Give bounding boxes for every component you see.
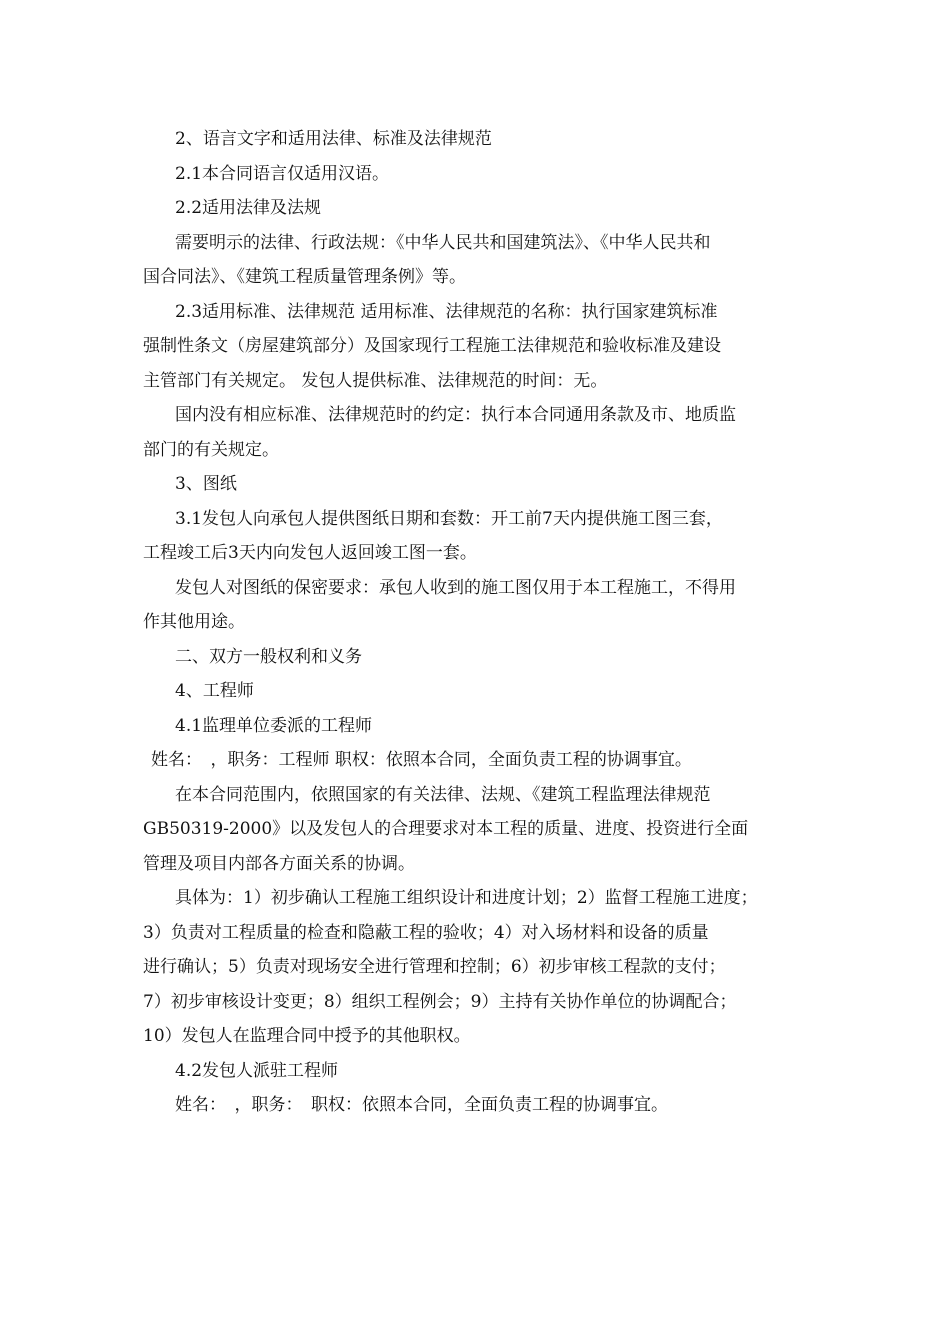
text-line: 工程竣工后3天内向发包人返回竣工图一套。	[143, 543, 477, 563]
text-line: 管理及项目内部各方面关系的协调。	[143, 853, 415, 874]
text-line: 进行确认；5）负责对现场安全进行管理和控制；6）初步审核工程款的支付；	[143, 957, 726, 977]
text-line: 7）初步审核设计变更；8）组织工程例会；9）主持有关协作单位的协调配合；	[143, 991, 737, 1012]
text-line: 3、图纸	[175, 474, 237, 494]
text-line: 4.2发包人派驻工程师	[175, 1060, 339, 1081]
text-line: 2、语言文字和适用法律、标准及法律规范	[175, 129, 492, 149]
text-line: 10）发包人在监理合同中授予的其他职权。	[143, 1026, 471, 1046]
text-line: 姓名： ，职务： 职权：依照本合同，全面负责工程的协调事宜。	[175, 1095, 668, 1115]
text-line: 3.1发包人向承包人提供图纸日期和套数：开工前7天内提供施工图三套，	[175, 508, 723, 529]
text-line: 4、工程师	[175, 681, 254, 701]
text-line: 主管部门有关规定。 发包人提供标准、法律规范的时间：无。	[143, 370, 608, 391]
text-line: 二、双方一般权利和义务	[175, 646, 362, 667]
text-line: GB50319-2000》以及发包人的合理要求对本工程的质量、进度、投资进行全面	[143, 819, 749, 839]
text-line: 作其他用途。	[143, 612, 245, 632]
text-line: 具体为：1）初步确认工程施工组织设计和进度计划；2）监督工程施工进度；	[175, 888, 758, 908]
text-line: 国内没有相应标准、法律规范时的约定：执行本合同通用条款及市、地质监	[175, 405, 736, 425]
text-line: 姓名： ，职务：工程师 职权：依照本合同，全面负责工程的协调事宜。	[151, 750, 692, 770]
text-line: 4.1监理单位委派的工程师	[175, 715, 373, 736]
text-line: 部门的有关规定。	[143, 439, 279, 460]
text-line: 发包人对图纸的保密要求：承包人收到的施工图仅用于本工程施工，不得用	[175, 577, 736, 598]
text-line: 在本合同范围内，依照国家的有关法律、法规、《建筑工程监理法律规范	[175, 784, 711, 805]
text-line: 2.1本合同语言仅适用汉语。	[175, 163, 390, 184]
text-line: 需要明示的法律、行政法规：《中华人民共和国建筑法》、《中华人民共和	[175, 232, 711, 253]
text-line: 强制性条文（房屋建筑部分）及国家现行工程施工法律规范和验收标准及建设	[143, 336, 721, 356]
text-line: 2.3适用标准、法律规范 适用标准、法律规范的名称：执行国家建筑标准	[175, 301, 718, 322]
text-line: 国合同法》、《建筑工程质量管理条例》等。	[143, 267, 466, 287]
text-line: 2.2适用法律及法规	[175, 198, 322, 218]
text-line: 3）负责对工程质量的检查和隐蔽工程的验收；4）对入场材料和设备的质量	[143, 922, 709, 943]
document-body	[143, 122, 813, 1123]
